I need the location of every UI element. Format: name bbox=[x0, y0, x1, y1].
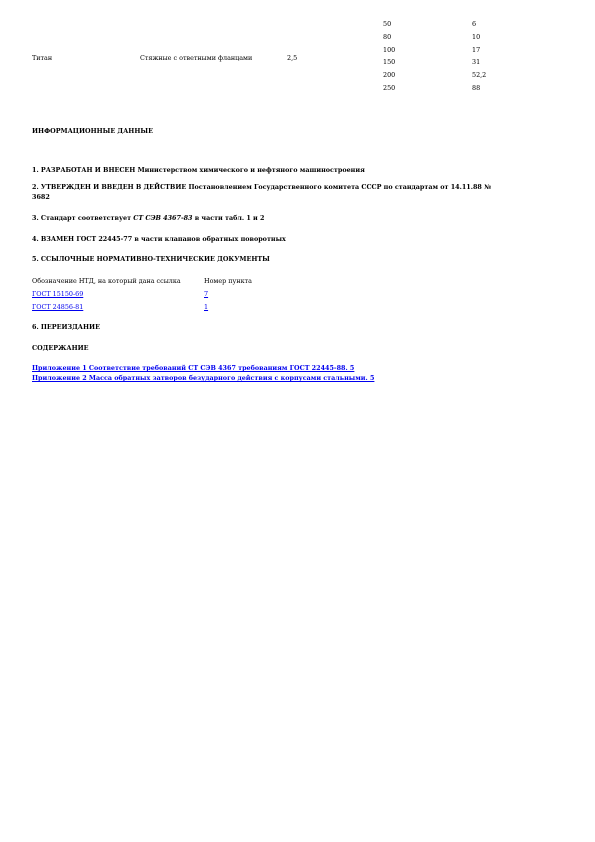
nominal-size-cell: 50 bbox=[383, 20, 392, 28]
info-item-developed: 1. РАЗРАБОТАН И ВНЕСЕН Министерством химического и нефтяного машиностроения bbox=[32, 166, 365, 174]
pressure-cell: 2,5 bbox=[287, 54, 298, 62]
info-item-approved: 2. УТВЕРЖДЕН И ВВЕДЕН В ДЕЙСТВИЕ Постановлением Государственного комитета СССР по стандартам от 14.11.88 № bbox=[32, 183, 492, 191]
info-item-replaces: 4. ВЗАМЕН ГОСТ 22445-77 в части клапанов обратных поворотных bbox=[32, 235, 286, 243]
mass-cell: 52,2 bbox=[472, 71, 487, 79]
conformity-suffix: в части табл. 1 и 2 bbox=[192, 214, 265, 222]
body-type-cell: Стяжные с ответными фланцами bbox=[140, 54, 253, 62]
nominal-size-cell: 100 bbox=[383, 46, 396, 54]
info-item-conformity bbox=[32, 215, 264, 223]
mass-cell: 10 bbox=[472, 33, 481, 41]
conformity-standard: СТ СЭВ 4367-83 bbox=[133, 214, 193, 222]
reference-doc-link[interactable]: ГОСТ 15150-69 bbox=[32, 290, 84, 298]
nominal-size-cell: 80 bbox=[383, 33, 392, 41]
material-cell: Титан bbox=[32, 54, 53, 62]
nominal-size-cell: 250 bbox=[383, 84, 396, 92]
info-heading: ИНФОРМАЦИОННЫЕ ДАННЫЕ bbox=[32, 127, 153, 135]
conformity-prefix: 3. Стандарт соответствует bbox=[32, 214, 134, 222]
reference-clause-link[interactable]: 7 bbox=[204, 290, 209, 298]
info-item-reissue: 6. ПЕРЕИЗДАНИЕ bbox=[32, 323, 100, 331]
reference-table bbox=[32, 278, 252, 317]
mass-cell: 17 bbox=[472, 46, 481, 54]
mass-cell: 31 bbox=[472, 58, 481, 66]
reference-doc-link[interactable]: ГОСТ 24856-81 bbox=[32, 303, 84, 311]
table-row bbox=[32, 304, 252, 317]
contents-heading: СОДЕРЖАНИЕ bbox=[32, 344, 89, 352]
contents-link-appendix-1[interactable]: Приложение 1 Соответствие требований СТ СЭВ 4367 требованиям ГОСТ 22445-88. 5 bbox=[32, 364, 355, 372]
contents-link-appendix-2[interactable]: Приложение 2 Масса обратных затворов безударного действия с корпусами стальными. 5 bbox=[32, 374, 375, 382]
mass-cell: 6 bbox=[472, 20, 477, 28]
nominal-size-cell: 150 bbox=[383, 58, 396, 66]
info-item-references: 5. ССЫЛОЧНЫЕ НОРМАТИВНО-ТЕХНИЧЕСКИЕ ДОКУМЕНТЫ bbox=[32, 255, 270, 263]
reference-header-clause: Номер пункта bbox=[204, 277, 252, 285]
mass-cell: 88 bbox=[472, 84, 481, 92]
reference-header-doc: Обозначение НТД, на который дана ссылка bbox=[32, 277, 181, 285]
info-item-approved-cont: 3682 bbox=[32, 193, 50, 201]
nominal-size-cell: 200 bbox=[383, 71, 396, 79]
reference-clause-link[interactable]: 1 bbox=[204, 303, 209, 311]
